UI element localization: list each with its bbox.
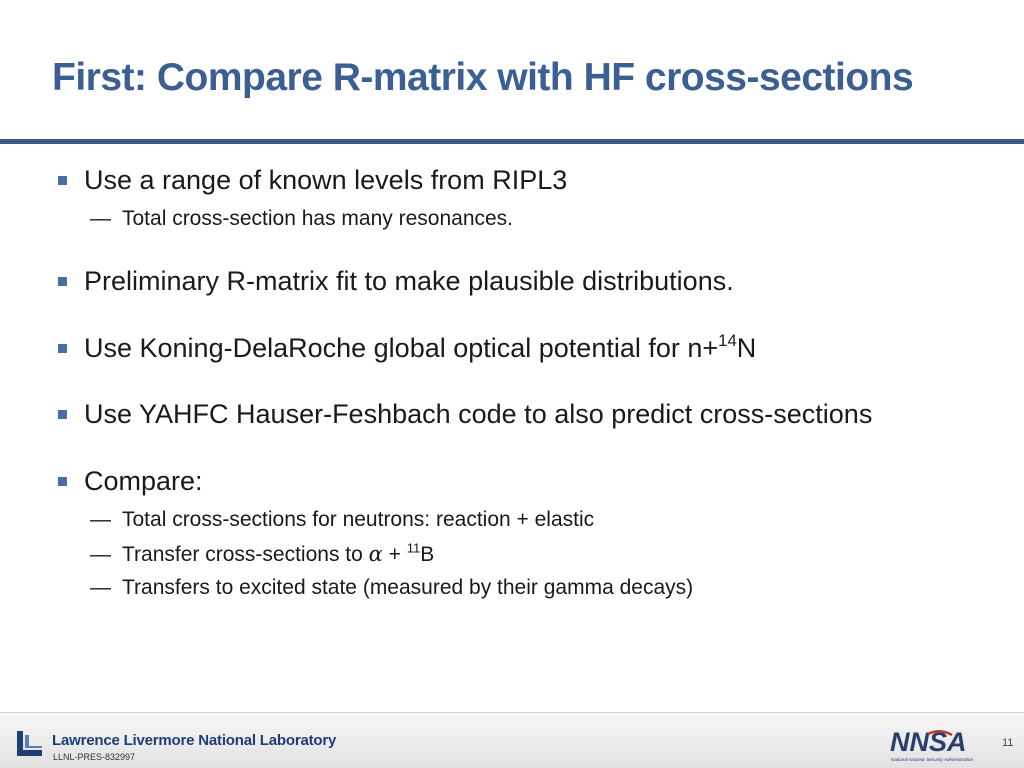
bullet-text [84, 333, 756, 364]
dash-marker: — [90, 576, 111, 599]
alpha-symbol: α [368, 542, 383, 566]
sub-bullet-text [122, 542, 434, 567]
sub-bullet-text-main: Transfer cross-sections to [122, 543, 369, 566]
bullet-marker-icon [58, 410, 67, 419]
bullet-text: Preliminary R-matrix fit to make plausible distributions. [84, 266, 734, 296]
element-symbol: N [736, 333, 757, 363]
bullet-marker-icon [58, 176, 67, 185]
bullet-item [58, 165, 567, 196]
bullet-text: Use a range of known levels from RIPL3 [84, 165, 568, 195]
title-divider [0, 139, 1024, 144]
sub-bullet-item [90, 576, 693, 600]
sub-bullet-item [90, 508, 594, 532]
bullet-item [58, 333, 756, 364]
bullet-marker-icon [58, 344, 67, 353]
page-number: 11 [1002, 737, 1014, 749]
bullet-item [58, 266, 734, 297]
dash-marker: — [90, 542, 111, 566]
nnsa-caption: National Nuclear Security Administration [891, 757, 974, 762]
dash-marker: — [90, 508, 111, 531]
bullet-text: Compare: [84, 466, 203, 496]
plus-sign: + [382, 543, 407, 566]
sub-bullet-text: Transfers to excited state (measured by their gamma decays) [122, 576, 694, 599]
isotope-mass-number: 11 [406, 540, 421, 556]
dash-marker: — [90, 207, 111, 230]
lab-name: Lawrence Livermore National Laboratory [52, 732, 337, 749]
bullet-item [58, 399, 872, 430]
sub-bullet-item [90, 207, 513, 231]
slide-title: First: Compare R-matrix with HF cross-sections [52, 56, 914, 99]
bullet-marker-icon [58, 277, 67, 286]
element-symbol: B [420, 543, 435, 566]
nnsa-logo-icon [888, 726, 992, 764]
nnsa-wordmark: NNSA [890, 727, 967, 757]
isotope-mass-number: 14 [718, 331, 737, 351]
llnl-logo-icon [14, 729, 44, 759]
bullet-text-main: Use Koning-DelaRoche global optical potential for n+ [84, 333, 719, 363]
document-id: LLNL-PRES-832997 [53, 752, 136, 762]
sub-bullet-text: Total cross-section has many resonances. [122, 207, 514, 230]
sub-bullet-item [90, 542, 434, 567]
bullet-text: Use YAHFC Hauser-Feshbach code to also predict cross-sections [84, 399, 873, 429]
bullet-marker-icon [58, 477, 67, 486]
sub-bullet-text: Total cross-sections for neutrons: reaction + elastic [122, 508, 595, 531]
bullet-item [58, 466, 203, 497]
slide-footer [0, 712, 1024, 768]
